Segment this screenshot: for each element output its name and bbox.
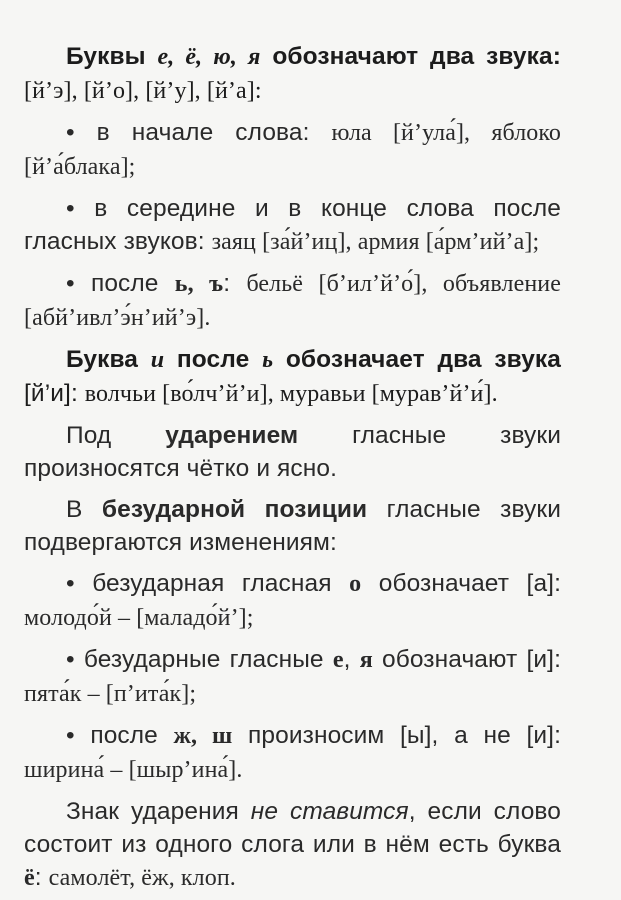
letters: е, ё, ю, я xyxy=(157,44,261,70)
bullet-text: • в середине и в конце слова после гласных звуков: xyxy=(24,195,561,255)
examples: пята́к – [п’ита́к]; xyxy=(24,681,197,707)
rule-text: гласные звуки произносятся чётко и ясно. xyxy=(24,422,561,482)
rule-text: В xyxy=(66,496,102,523)
letter: ь xyxy=(262,347,274,373)
term: безударной позиции xyxy=(101,496,368,523)
bullet-word-middle xyxy=(24,192,561,259)
punct: , xyxy=(343,646,360,673)
letter: е xyxy=(332,647,344,673)
term: ударением xyxy=(165,422,299,449)
rule-text: гласные звуки подвергаются изменениям: xyxy=(24,496,561,556)
letter: ё xyxy=(24,865,35,891)
examples: самолёт, ёж, клоп. xyxy=(48,865,236,891)
bullet-word-start xyxy=(24,116,561,184)
examples: волчьи [во́лч’й’и], муравьи [мурав’й’и́]. xyxy=(84,381,498,407)
rule-unstressed xyxy=(24,493,561,559)
rule-text: обозначает два звука xyxy=(273,346,562,373)
bullet-text: • в начале слова: xyxy=(66,119,332,146)
bullet-text: произносим [ы], а не [и]: xyxy=(232,722,561,749)
rule-e-yo-yu-ya xyxy=(24,40,561,108)
examples: заяц [за́й’иц], армия [а́рм’ий’а]; xyxy=(211,229,540,255)
bullet-unstressed-o xyxy=(24,567,561,635)
letters: ь, ъ xyxy=(174,271,224,297)
rule-text: Буквы xyxy=(66,43,158,70)
rule-text: Под xyxy=(66,422,166,449)
rule-text: после xyxy=(164,346,263,373)
rule-text: Знак ударения xyxy=(66,798,251,825)
examples: юла [й’ула́], яблоко [й’а́блака]; xyxy=(24,120,562,180)
rule-stress xyxy=(24,419,561,485)
transcription: [й’э], [й’о], [й’у], [й’а]: xyxy=(24,78,262,104)
transcription: [й’и] xyxy=(24,380,71,407)
bullet-unstressed-e-ya xyxy=(24,643,561,711)
letter: о xyxy=(349,571,362,597)
examples: ширина́ – [шыр’ина́]. xyxy=(24,757,243,783)
rule-text: Буква xyxy=(66,346,151,373)
bullet-after-signs xyxy=(24,267,561,335)
examples: бельё [б’ил’й’о́], объявление [абй’ивл’э́н’ий’э]. xyxy=(24,271,561,331)
bullet-text: • после xyxy=(66,270,175,297)
letter: и xyxy=(150,347,165,373)
rule-text: , если слово состоит из одного слога или в нём есть буква xyxy=(24,798,561,858)
bullet-text: обозначают [и]: xyxy=(372,646,561,673)
emphasis: не ставится xyxy=(250,798,409,825)
bullet-after-zh-sh xyxy=(24,719,561,787)
bullet-text: • после xyxy=(66,722,174,749)
rule-i-after-soft-sign xyxy=(24,343,561,411)
rule-text: обозначают два звука: xyxy=(260,43,562,70)
letter: я xyxy=(359,647,373,673)
letters: ж, ш xyxy=(173,723,233,749)
bullet-text: обозначает [а]: xyxy=(361,570,561,597)
bullet-text: • безударная гласная xyxy=(66,570,350,597)
punct: : xyxy=(34,864,49,891)
punct: : xyxy=(70,380,85,407)
punct: : xyxy=(223,270,247,297)
bullet-text: • безударные гласные xyxy=(66,646,333,673)
rule-stress-mark xyxy=(24,795,561,895)
examples: молодо́й – [маладо́й’]; xyxy=(24,605,254,631)
